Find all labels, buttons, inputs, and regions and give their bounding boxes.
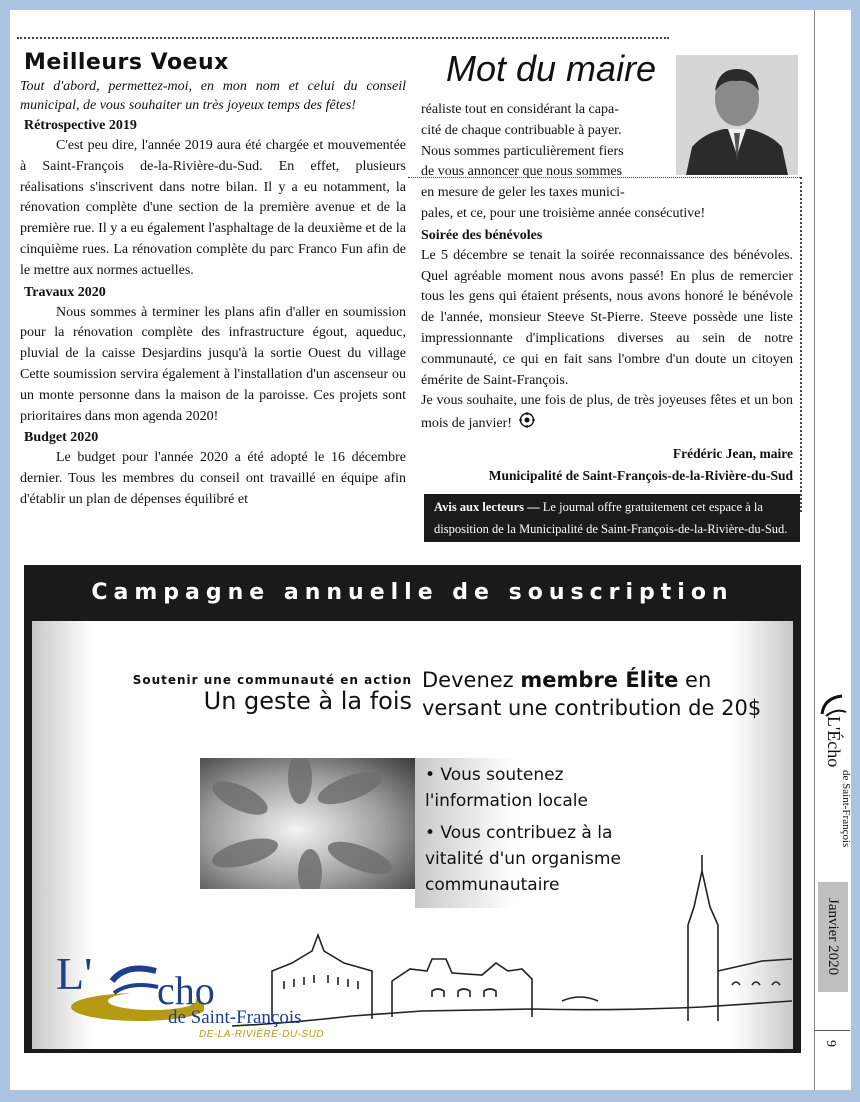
right-line-5: en mesure de geler les taxes munici- <box>421 185 625 201</box>
article-title: Mot du maire <box>446 48 657 89</box>
section-heading-travaux: Travaux 2020 <box>24 284 106 300</box>
logo-swoosh-top <box>112 969 156 981</box>
article-intro: Tout d'abord, permettez-moi, en mon nom et celui du conseil municipal, de vous souhaiter un très joyeux temps des fêtes! <box>20 79 406 113</box>
offer-suffix: en versant une contribution de 20$ <box>422 668 762 720</box>
strip-divider <box>814 1030 850 1031</box>
campaign-banner <box>24 565 801 1053</box>
section-text-budget: Le budget pour l'année 2020 a été adopté le 16 décembre dernier. Tous les membres du conseil ont travaillé en équipe afin d'établir un plan de dépenses équilibré et <box>20 450 406 507</box>
strip-subtitle: de Saint-François <box>840 770 852 848</box>
page-number: 9 <box>823 1040 838 1047</box>
right-line-2: cité de chaque contribuable à payer. <box>421 122 622 138</box>
section-heading-benevoles: Soirée des bénévoles <box>421 227 543 243</box>
benefit-1: • Vous soutenez l'information locale <box>425 765 588 811</box>
signature-org: Municipalité de Saint-François-de-la-Rivière-du-Sud <box>488 467 793 483</box>
logo-l: L' <box>56 948 93 999</box>
closing-sentence: Je vous souhaite, une fois de plus, de très joyeuses fêtes et un bon mois de janvier! <box>421 393 793 432</box>
right-line-1: réaliste tout en considérant la capa- <box>421 102 619 117</box>
strip-logo: L'Écho <box>824 716 844 768</box>
section-text-travaux: Nous sommes à terminer les plans afin d'aller en soumission pour la rénovation complète des infrastructure égout, aqueduc, pluvial de la caisse Desjardins jusqu'à la sortie Ouest du village Cette soumission servira également à l'installation d'un ascenseur ou un monte personne dans la maison de la paroisse. Ces projets sont prioritaires dans mon agenda 2020! <box>20 304 406 424</box>
logo-riviere-du-sud: DE-LA-RIVIÈRE-DU-SUD <box>199 1029 325 1040</box>
article-left-column <box>20 49 406 534</box>
section-heading-retrospective: Rétrospective 2019 <box>24 118 137 133</box>
campaign-title: Campagne annuelle de souscription <box>91 580 734 605</box>
notice-text: Le journal offre gratuitement cet espace à la disposition de la Municipalité de Saint-François-de-la-Rivière-du-Sud. <box>434 500 788 536</box>
campaign-offer <box>422 666 782 722</box>
notice-box <box>424 494 800 542</box>
echo-mark-icon <box>519 412 535 436</box>
benefit-2: • Vous contribuez à la vitalité d'un organisme communautaire <box>425 823 621 895</box>
right-line-6: pales, et ce, pour une troisième année consécutive! <box>421 205 706 221</box>
top-dotted-rule <box>17 37 669 39</box>
echo-logo <box>34 941 324 1041</box>
section-heading-budget: Budget 2020 <box>24 430 99 446</box>
logo-saint-francois: de Saint-François <box>168 1007 302 1028</box>
campaign-tagline-small: Soutenir une communauté en action <box>132 673 412 687</box>
issue-date: Janvier 2020 <box>818 882 848 992</box>
right-line-3: Nous sommes particulièrement fiers <box>421 143 624 159</box>
closing-text <box>421 391 793 436</box>
campaign-tagline-large: Un geste à la fois <box>203 687 412 715</box>
signature-name: Frédéric Jean, maire <box>672 445 793 461</box>
article-right-column <box>421 100 793 486</box>
right-line-4: de vous annoncer que nous sommes <box>421 164 623 180</box>
section-text-retrospective: C'est peu dire, l'année 2019 aura été chargée et mouvementée à Saint-François de-la-Rivière-du-Sud. En effet, plusieurs réalisations s'inscrivent dans notre bilan. Il y a eu notamment, la rénovation complète d'une section de la première avenue et de la première rue. Il y a eu également l'asphaltage de la deuxième et de la cinquième rues. La rénovation complète du parc Franco Fun afin de le mettre aux normes actuelles. <box>20 138 406 278</box>
notice-label: Avis aux lecteurs — <box>434 500 540 514</box>
section-text-benevoles: Le 5 décembre se tenait la soirée reconnaissance des bénévoles. Quel agréable moment nous avons passé! En plus de remercier tous les gens qui étaient présents, nous avons honoré le bénévole de l'année, monsieur Steeve St-Pierre. Steeve possède une liste impressionnante d'implications diverses au sein de notre communauté, ce qui en fait sans l'ombre d'un doute un citoyen émérite de Saint-François. <box>421 247 793 388</box>
offer-prefix: Devenez <box>422 668 521 692</box>
campaign-body <box>32 621 793 1049</box>
article-heading: Meilleurs Voeux <box>24 50 229 75</box>
logo-cho: cho <box>157 968 215 1013</box>
offer-bold: membre Élite <box>520 668 679 692</box>
